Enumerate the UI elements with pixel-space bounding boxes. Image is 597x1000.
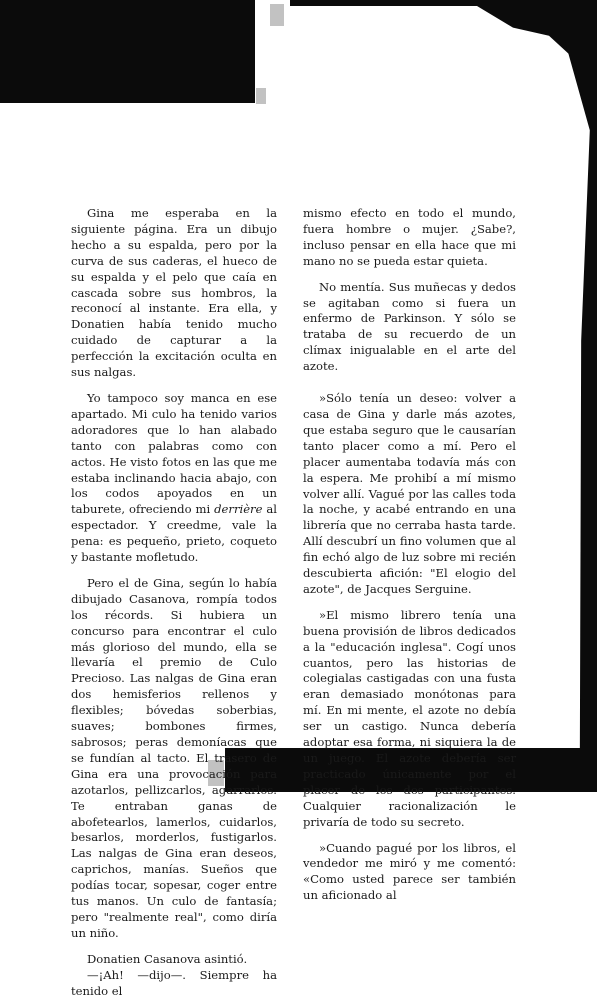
paragraph-text: Yo tampoco soy manca en ese apartado. Mi culo ha tenido varios adoradores que lo han alabado tanto con palabras como con actos. He visto fotos en las que me estaba inclinando hacia abajo, con los codos apoyados en un taburete, ofreciendo mi [71, 390, 277, 517]
paragraph: »Cuando pagué por los libros, el vendedor me miró y me comentó: «Como usted parece ser también un aficionado al [303, 840, 516, 903]
paragraph: »El mismo librero tenía una buena provisión de libros dedicados a la "educación inglesa". Cogí unos cuantos, pero las historias de colegialas castigadas con una fusta eran demasiado monótonas para mí. En mi mente, el azote no debía ser un castigo. Nunca debería adoptar esa forma, ni siquiera la de un juego. El azote debería ser practicado únicamente por el placer de los dos participantes. Cualquier racionalización le privaría de todo su secreto. [303, 607, 516, 829]
paragraph-text: al espectador. Y creedme, vale la pena: es pequeño, prieto, coqueto y bastante mofletudo. [71, 502, 278, 565]
italic-word: derrière [214, 502, 263, 517]
paragraph: Donatien Casanova asintió. [87, 951, 248, 966]
scan-noise [270, 4, 284, 26]
scan-border-top [290, 0, 597, 6]
paragraph: Pero el de Gina, según lo había dibujado Casanova, rompía todos los récords. Si hubiera un concurso para encontrar el culo más glorioso del mundo, ella se llevaría el premio de Culo Precioso. Las nalgas de Gina eran dos hemisferios rellenos y flexibles; bóvedas soberbias, suaves; bombones firmes, sabrosos; peras demoníacas que se fundían al tacto. El trasero de Gina era una provocación para azotarlos, pellizcarlos, agarrarlos. Te entraban ganas de abofetearlos, lamerlos, cuidarlos, besarlos, morderlos, fustigarlos. Las nalgas de Gina eran deseos, caprichos, manías. Sueños que podías tocar, sopesar, coger entre tus manos. Un culo de fantasía; pero "realmente real", como diría un niño. [71, 575, 277, 940]
scan-noise [256, 88, 266, 104]
paragraph: »Sólo tenía un deseo: volver a casa de Gina y darle más azotes, que estaba seguro que le causarían tanto placer como a mí. Pero el placer aumentaba todavía más con la espera. Me prohibí a mí mismo volver allí. Vagué por las calles toda la noche, y acabé entrando en una librería que no cerraba hasta tarde. Allí descubrí un fino volumen que al fin echó algo de luz sobre mi recién descubierta afición: "El elogio del azote", de Jacques Serguine. [303, 391, 516, 596]
paragraph [71, 391, 277, 566]
paragraph: —¡Ah! —dijo—. Siempre ha tenido el [71, 967, 277, 998]
paragraph: mismo efecto en todo el mundo, fuera hombre o mujer. ¿Sabe?, incluso pensar en ella hace que mi mano no se pueda estar quieta. [303, 206, 516, 268]
paragraph: Gina me esperaba en la siguiente página. Era un dibujo hecho a su espalda, pero por la curva de sus caderas, el hueco de su espalda y el pelo que caía en cascada sobre sus hombros, la reconocí al instante. Era ella, y Donatien había tenido mucho cuidado de capturar a la perfección la excitación oculta en sus nalgas. [71, 206, 277, 380]
text-column-left [71, 206, 277, 1000]
scan-border-right [525, 40, 597, 792]
paragraph: No mentía. Sus muñecas y dedos se agitaban como si fuera un enfermo de Parkinson. Y sólo se trataba de su recuerdo de un clímax inigualable en el arte del azote. [303, 279, 516, 374]
text-column-right [303, 206, 516, 904]
scan-border-top-left [0, 0, 255, 103]
